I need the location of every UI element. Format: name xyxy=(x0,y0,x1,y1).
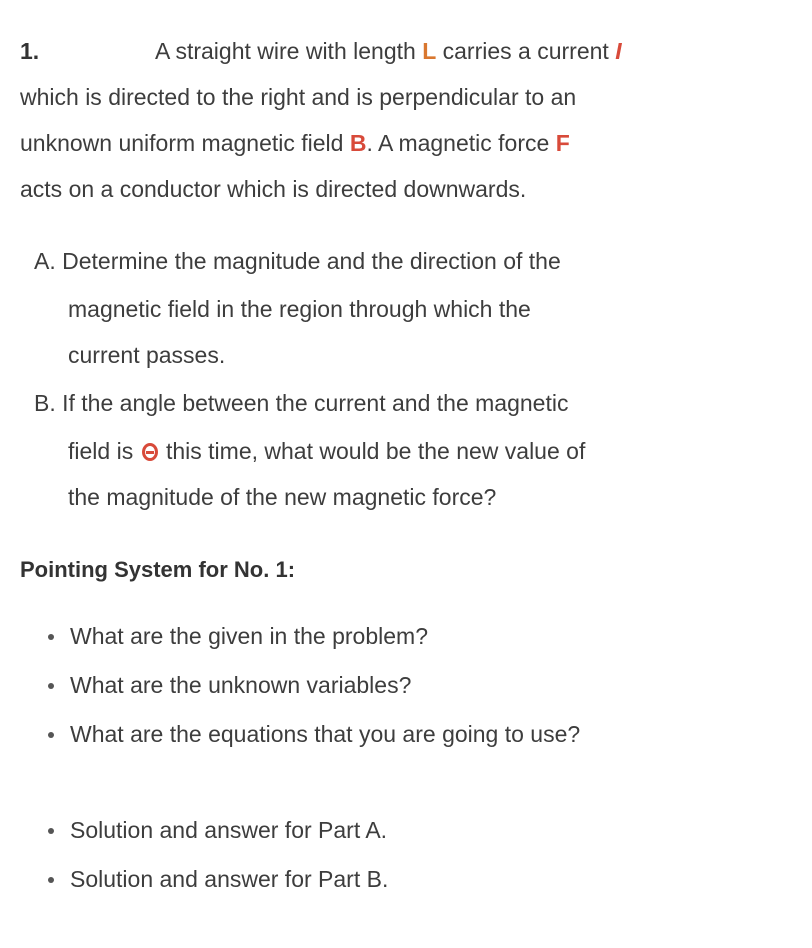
part-b-line-3: the magnitude of the new magnetic force? xyxy=(68,484,497,510)
list-item: What are the equations that you are going to use? xyxy=(70,721,581,747)
problem-line-4: acts on a conductor which is directed downwards. xyxy=(20,176,527,202)
part-a-line-1: A. Determine the magnitude and the direction of the xyxy=(34,248,561,274)
variable-I: I xyxy=(615,38,622,64)
bullet-icon xyxy=(48,634,54,640)
problem-text: unknown uniform magnetic field xyxy=(20,130,350,156)
bullet-icon xyxy=(48,683,54,689)
list-item: What are the given in the problem? xyxy=(70,623,428,649)
list-item: Solution and answer for Part B. xyxy=(70,866,389,892)
part-b-line-2 xyxy=(68,436,585,466)
bullet-icon xyxy=(48,877,54,883)
variable-F: F xyxy=(555,130,570,156)
problem-line-3 xyxy=(20,128,570,158)
list-item: Solution and answer for Part A. xyxy=(70,817,388,843)
problem-text: carries a current xyxy=(436,38,616,64)
theta-symbol xyxy=(142,443,158,461)
part-b-line-1: B. If the angle between the current and the magnetic xyxy=(34,390,569,416)
part-a-line-3: current passes. xyxy=(68,342,226,368)
problem-line-1 xyxy=(155,36,622,66)
pointing-system-heading: Pointing System for No. 1: xyxy=(20,557,296,582)
problem-text: A straight wire with length xyxy=(155,38,423,64)
variable-B: B xyxy=(349,130,367,156)
problem-text: . A magnetic force xyxy=(366,130,556,156)
part-b-text: field is xyxy=(68,438,140,464)
list-item: What are the unknown variables? xyxy=(70,672,412,698)
variable-L: L xyxy=(422,38,437,64)
bullet-icon xyxy=(48,828,54,834)
part-a-line-2: magnetic field in the region through which the xyxy=(68,296,531,322)
problem-number: 1. xyxy=(20,38,40,64)
bullet-icon xyxy=(48,732,54,738)
part-b-text: this time, what would be the new value of xyxy=(159,438,586,464)
problem-line-2: which is directed to the right and is perpendicular to an xyxy=(20,84,577,110)
